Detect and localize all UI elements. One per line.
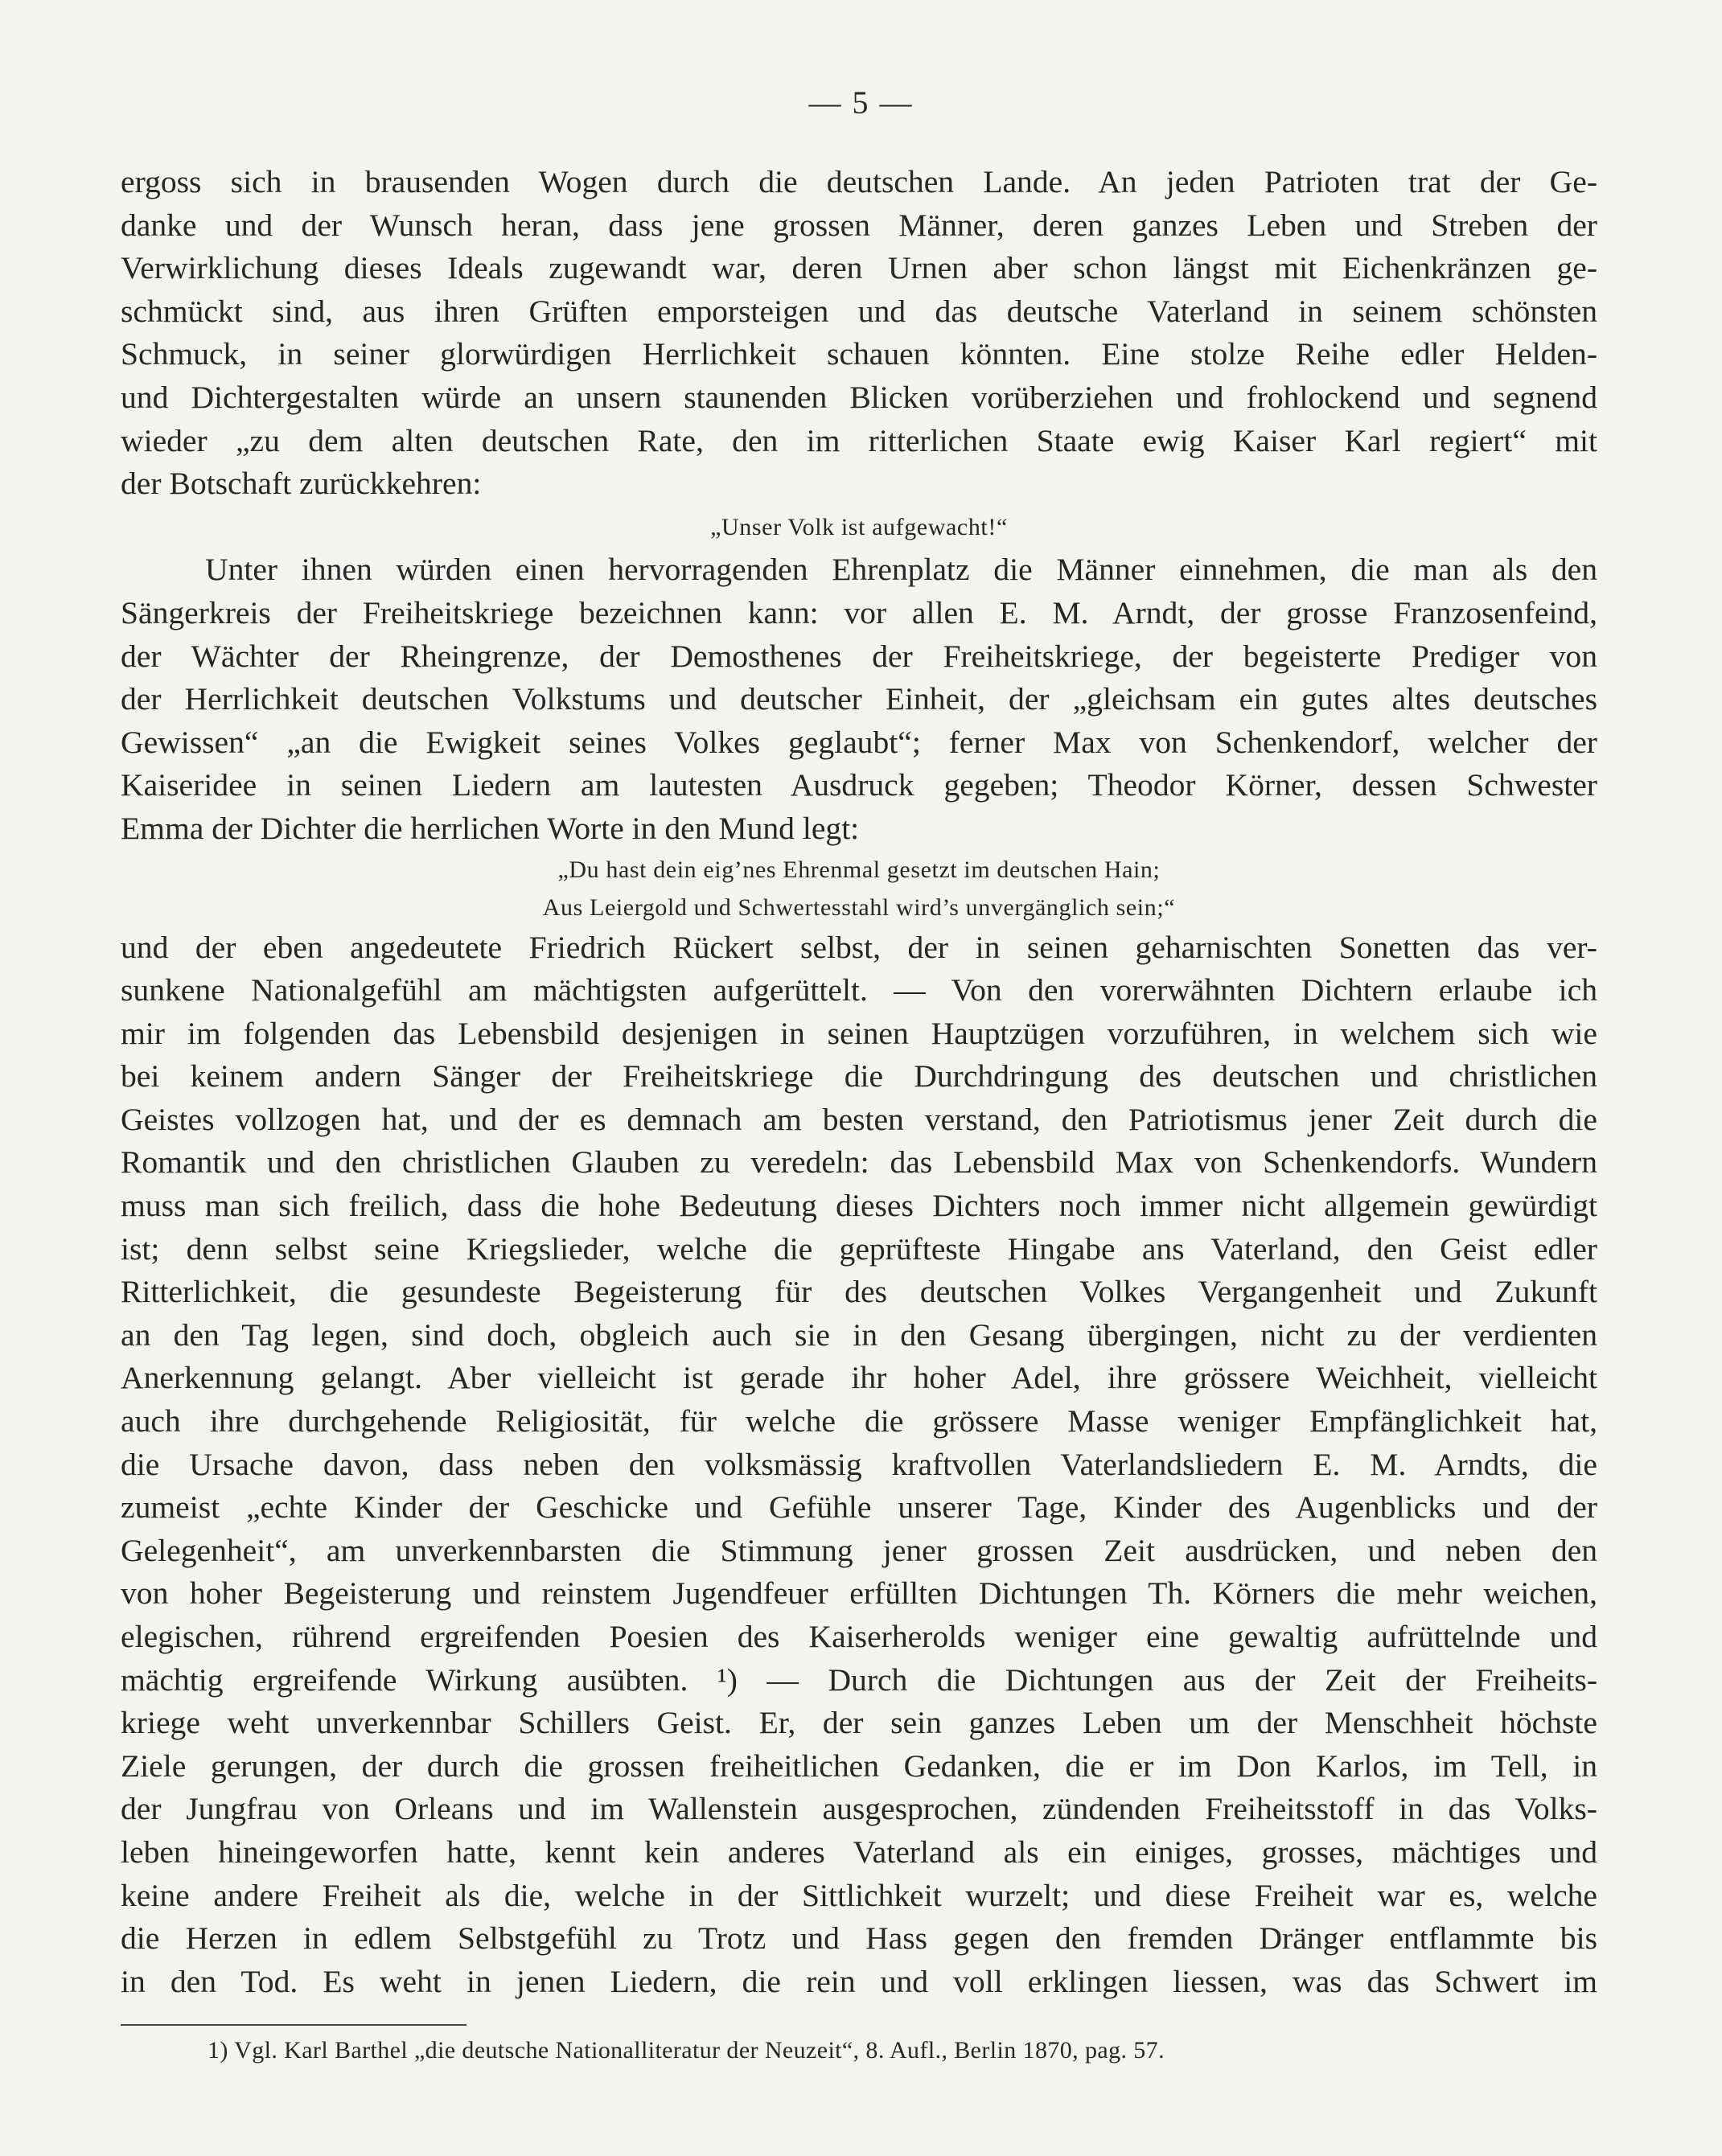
text-line: und der eben angedeutete Friedrich Rückert selbst, der in seinen geharnischten Sonetten das ver- <box>121 929 1597 965</box>
text-line: Geistes vollzogen hat, und der es demnach am besten verstand, den Patriotismus jener Zeit durch die <box>121 1101 1597 1137</box>
footnote-divider <box>121 2024 466 2026</box>
text-line: schmückt sind, aus ihren Grüften emporsteigen und das deutsche Vaterland in seinem schönsten <box>121 293 1597 329</box>
text-line: Sängerkreis der Freiheitskriege bezeichnen kann: vor allen E. M. Arndt, der grosse Franzosenfeind, <box>121 594 1597 630</box>
verse-line: Aus Leiergold und Schwertesstahl wird’s unvergänglich sein;“ <box>542 893 1176 921</box>
text-line: ergoss sich in brausenden Wogen durch die deutschen Lande. An jeden Patrioten trat der Ge- <box>121 164 1597 199</box>
verse-quote: „Unser Volk ist aufgewacht!“ <box>710 513 1008 540</box>
text-line: und Dichtergestalten würde an unsern staunenden Blicken vorüberziehen und frohlockend und segnend <box>121 379 1597 415</box>
text-line: von hoher Begeisterung und reinstem Jugendfeuer erfüllten Dichtungen Th. Körners die mehr weichen, <box>121 1575 1597 1612</box>
text-line: Gelegenheit“, am unverkennbarsten die Stimmung jener grossen Zeit ausdrücken, und neben den <box>121 1532 1597 1568</box>
text-line: mächtig ergreifende Wirkung ausübten. ¹) — Durch die Dichtungen aus der Zeit der Freiheits- <box>121 1661 1597 1698</box>
text-line: elegischen, rührend ergreifenden Poesien des Kaiserherolds weniger eine gewaltig aufrüttelnde und <box>121 1619 1597 1654</box>
text-line: auch ihre durchgehende Religiosität, für welche die grössere Masse weniger Empfänglichkeit hat, <box>121 1403 1597 1439</box>
text-line: bei keinem andern Sänger der Freiheitskriege die Durchdringung des deutschen und christlichen <box>121 1058 1597 1094</box>
verse-line: „Du hast dein eig’nes Ehrenmal gesetzt im deutschen Hain; <box>557 856 1161 883</box>
text-line: Schmuck, in seiner glorwürdigen Herrlichkeit schauen könnten. Eine stolze Reihe edler Helden- <box>121 336 1597 372</box>
body-text <box>121 161 1597 2003</box>
text-line: ist; denn selbst seine Kriegslieder, welche die geprüfteste Hingabe ans Vaterland, den Geist edler <box>121 1230 1597 1267</box>
text-line: Gewissen“ „an die Ewigkeit seines Volkes geglaubt“; ferner Max von Schenkendorf, welcher der <box>121 724 1597 760</box>
text-line: Verwirklichung dieses Ideals zugewandt war, deren Urnen aber schon längst mit Eichenkränzen ge- <box>121 250 1597 286</box>
text-line: die Ursache davon, dass neben den volksmässig kraftvollen Vaterlandsliedern E. M. Arndts, die <box>121 1446 1597 1482</box>
text-line: Anerkennung gelangt. Aber vielleicht ist gerade ihr hoher Adel, ihre grössere Weichheit, vielleicht <box>121 1360 1597 1396</box>
text-line: Ziele gerungen, der durch die grossen freiheitlichen Gedanken, die er im Don Karlos, im Tell, in <box>121 1747 1597 1784</box>
text-line: der Jungfrau von Orleans und im Wallenstein ausgesprochen, zündenden Freiheitsstoff in das Volks- <box>121 1791 1597 1827</box>
footnote: 1) Vgl. Karl Barthel „die deutsche Nationalliteratur der Neuzeit“, 8. Aufl., Berlin 1870, pag. 57. <box>208 2037 1165 2064</box>
text-line: der Wächter der Rheingrenze, der Demosthenes der Freiheitskriege, der begeisterte Prediger von <box>121 638 1597 674</box>
text-line: Romantik und den christlichen Glauben zu veredeln: das Lebensbild Max von Schenkendorfs. Wundern <box>121 1144 1597 1181</box>
text-line: keine andere Freiheit als die, welche in der Sittlichkeit wurzelt; und diese Freiheit war es, welche <box>121 1877 1597 1913</box>
text-line: der Herrlichkeit deutschen Volkstums und deutscher Einheit, der „gleichsam ein gutes altes deutsches <box>121 681 1597 717</box>
text-line: wieder „zu dem alten deutschen Rate, den im ritterlichen Staate ewig Kaiser Karl regiert“ mit <box>121 422 1597 458</box>
text-line: kriege weht unverkennbar Schillers Geist. Er, der sein ganzes Leben um der Menschheit höchste <box>121 1705 1597 1741</box>
text-line: in den Tod. Es weht in jenen Liedern, die rein und voll erklingen liessen, was das Schwert im <box>121 1963 1597 1999</box>
text-line: danke und der Wunsch heran, dass jene grossen Männer, deren ganzes Leben und Streben der <box>121 207 1597 243</box>
text-line: muss man sich freilich, dass die hohe Bedeutung dieses Dichters noch immer nicht allgemein gewürdigt <box>121 1188 1597 1224</box>
text-line: Emma der Dichter die herrlichen Worte in den Mund legt: <box>121 810 860 846</box>
text-line: an den Tag legen, sind doch, obgleich auch sie in den Gesang übergingen, nicht zu der verdienten <box>121 1316 1597 1353</box>
text-line: der Botschaft zurückkehren: <box>121 466 482 502</box>
text-line: sunkene Nationalgefühl am mächtigsten aufgerüttelt. — Von den vorerwähnten Dichtern erlaube ich <box>121 972 1597 1008</box>
text-line: mir im folgenden das Lebensbild desjenigen in seinen Hauptzügen vorzuführen, in welchem sich wie <box>121 1015 1597 1051</box>
text-line: Unter ihnen würden einen hervorragenden Ehrenplatz die Männer einnehmen, die man als den <box>205 552 1597 588</box>
text-line: Kaiseridee in seinen Liedern am lautesten Ausdruck gegeben; Theodor Körner, dessen Schwester <box>121 767 1597 803</box>
text-line: die Herzen in edlem Selbstgefühl zu Trotz und Hass gegen den fremden Dränger entflammte bis <box>121 1920 1597 1957</box>
text-line: zumeist „echte Kinder der Geschicke und Gefühle unserer Tage, Kinder des Augenblicks und der <box>121 1489 1597 1526</box>
page-number: — 5 — <box>808 84 914 121</box>
text-line: Ritterlichkeit, die gesundeste Begeisterung für des deutschen Volkes Vergangenheit und Zukunft <box>121 1274 1597 1310</box>
text-line: leben hineingeworfen hatte, kennt kein anderes Vaterland als ein einiges, grosses, mächtiges und <box>121 1834 1597 1870</box>
